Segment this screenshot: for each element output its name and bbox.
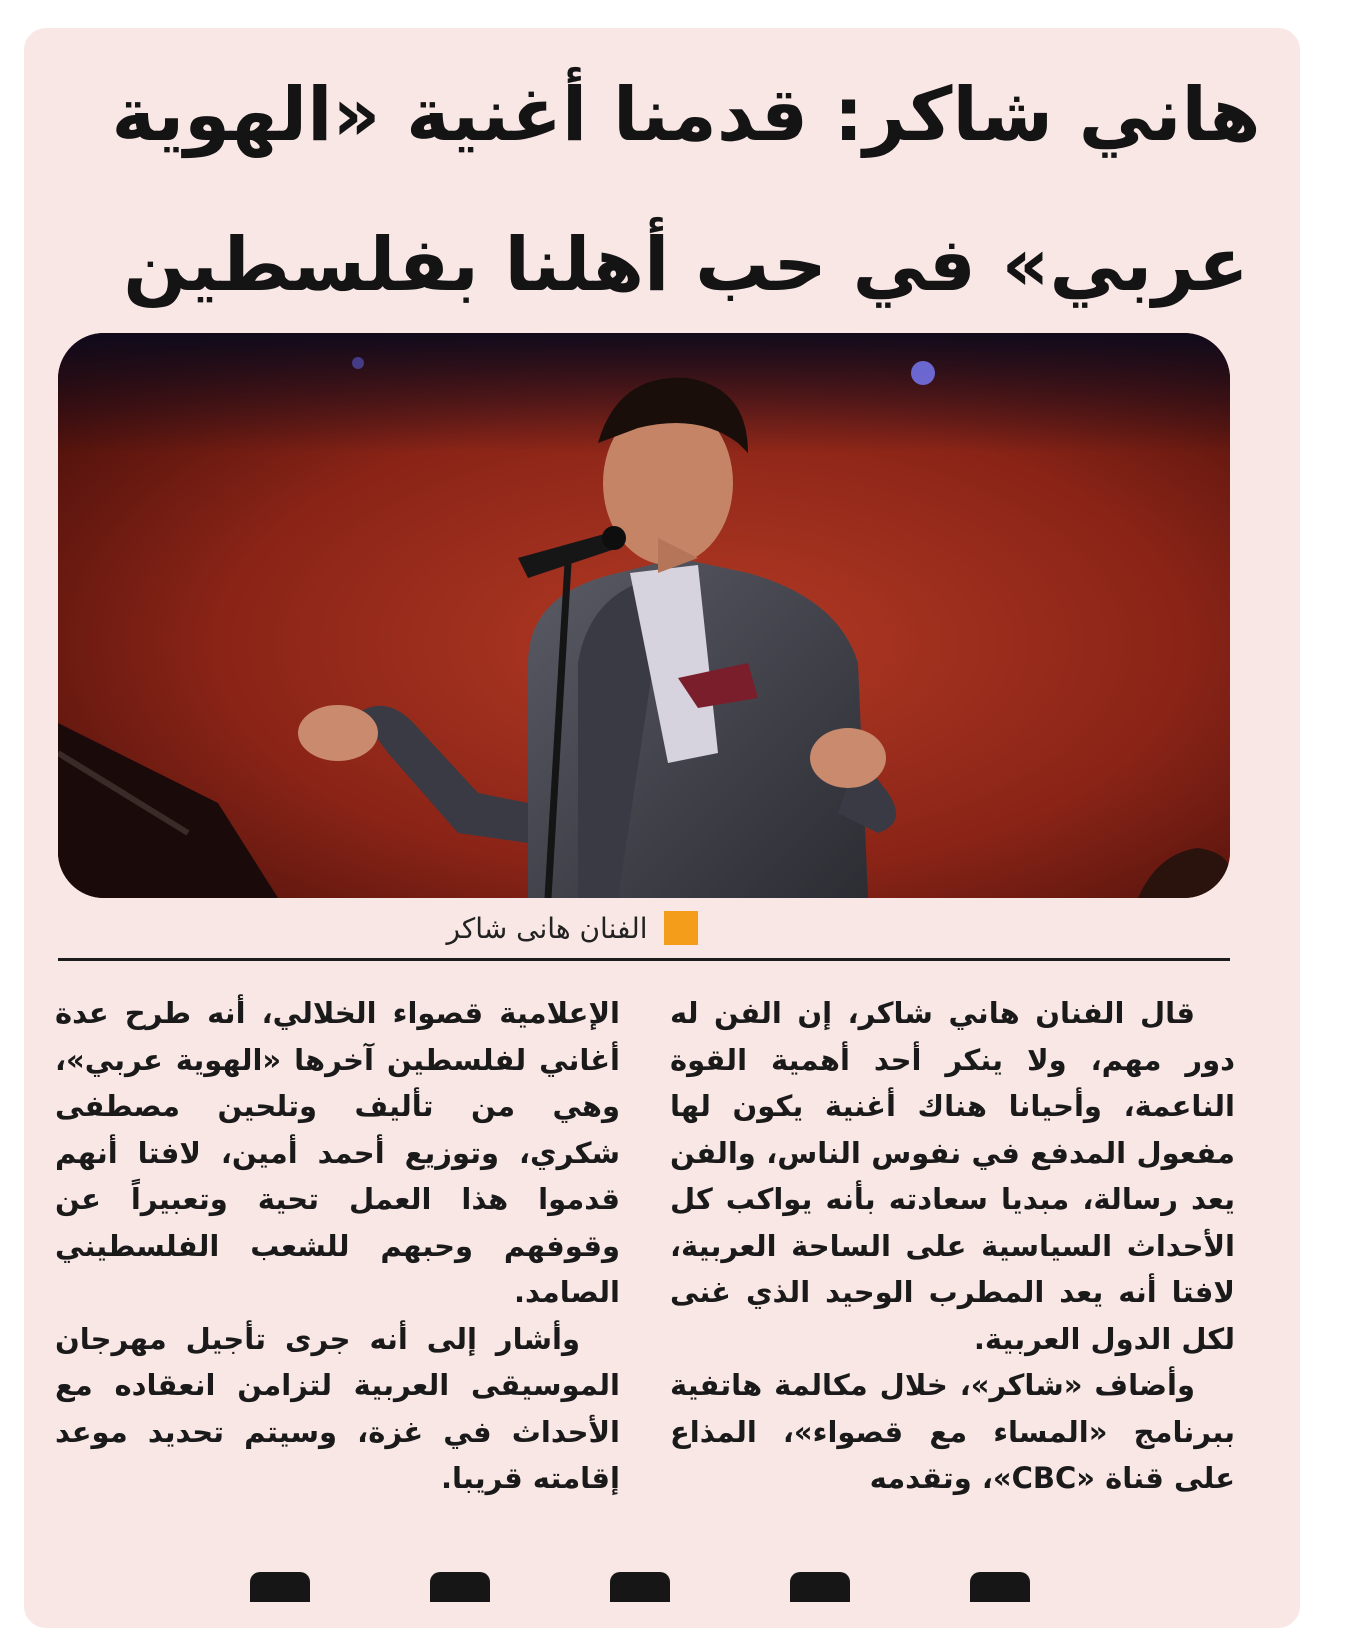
cutoff-glyph <box>250 1572 310 1602</box>
photo-caption: الفنان هانى شاكر <box>446 911 648 945</box>
singer-photo-illustration <box>58 333 1230 898</box>
paragraph: الإعلامية قصواء الخلالي، أنه طرح عدة أغاني لفلسطين آخرها «الهوية عربي»، وهي من تأليف وتلحين مصطفى شكري، وتوزيع أحمد أمين، لافتا أنهم قدموا هذا العمل تحية وتعبيراً عن وقوفهم وحبهم للشعب الفلسطيني الصامد. <box>55 996 620 1309</box>
article-column-right <box>670 990 1235 1502</box>
article-photo <box>58 333 1230 898</box>
article-column-left <box>55 990 620 1502</box>
paragraph: قال الفنان هاني شاكر، إن الفن له دور مهم، ولا ينكر أحد أهمية القوة الناعمة، وأحيانا هناك أغنية يكون لها مفعول المدفع في نفوس الناس، والفن يعد رسالة، مبديا سعادته بأنه يواكب كل الأحداث السياسية على الساحة العربية، لافتا أنه يعد المطرب الوحيد الذي غنى لكل الدول العربية. <box>670 996 1235 1356</box>
headline-line-1: هاني شاكر: قدمنا أغنية «الهوية <box>111 72 1261 158</box>
article-headline <box>40 40 1332 340</box>
paragraph: وأشار إلى أنه جرى تأجيل مهرجان الموسيقى العربية لتزامن انعقاده مع الأحداث في غزة، وسيتم تحديد موعد إقامته قريبا. <box>55 1321 620 1495</box>
photo-caption-row <box>58 903 1326 953</box>
headline-line-2: عربي» في حب أهلنا بفلسطين <box>123 222 1249 308</box>
caption-divider <box>58 958 1230 961</box>
cutoff-glyph <box>970 1572 1030 1602</box>
cutoff-glyph <box>430 1572 490 1602</box>
paragraph: وأضاف «شاكر»، خلال مكالمة هاتفية ببرنامج «المساء مع قصواء»، المذاع على قناة «CBC»، وتقدمه <box>670 1368 1235 1495</box>
next-headline-cutoff <box>250 1572 1030 1602</box>
cutoff-glyph <box>790 1572 850 1602</box>
cutoff-glyph <box>610 1572 670 1602</box>
caption-marker-square <box>664 911 698 945</box>
